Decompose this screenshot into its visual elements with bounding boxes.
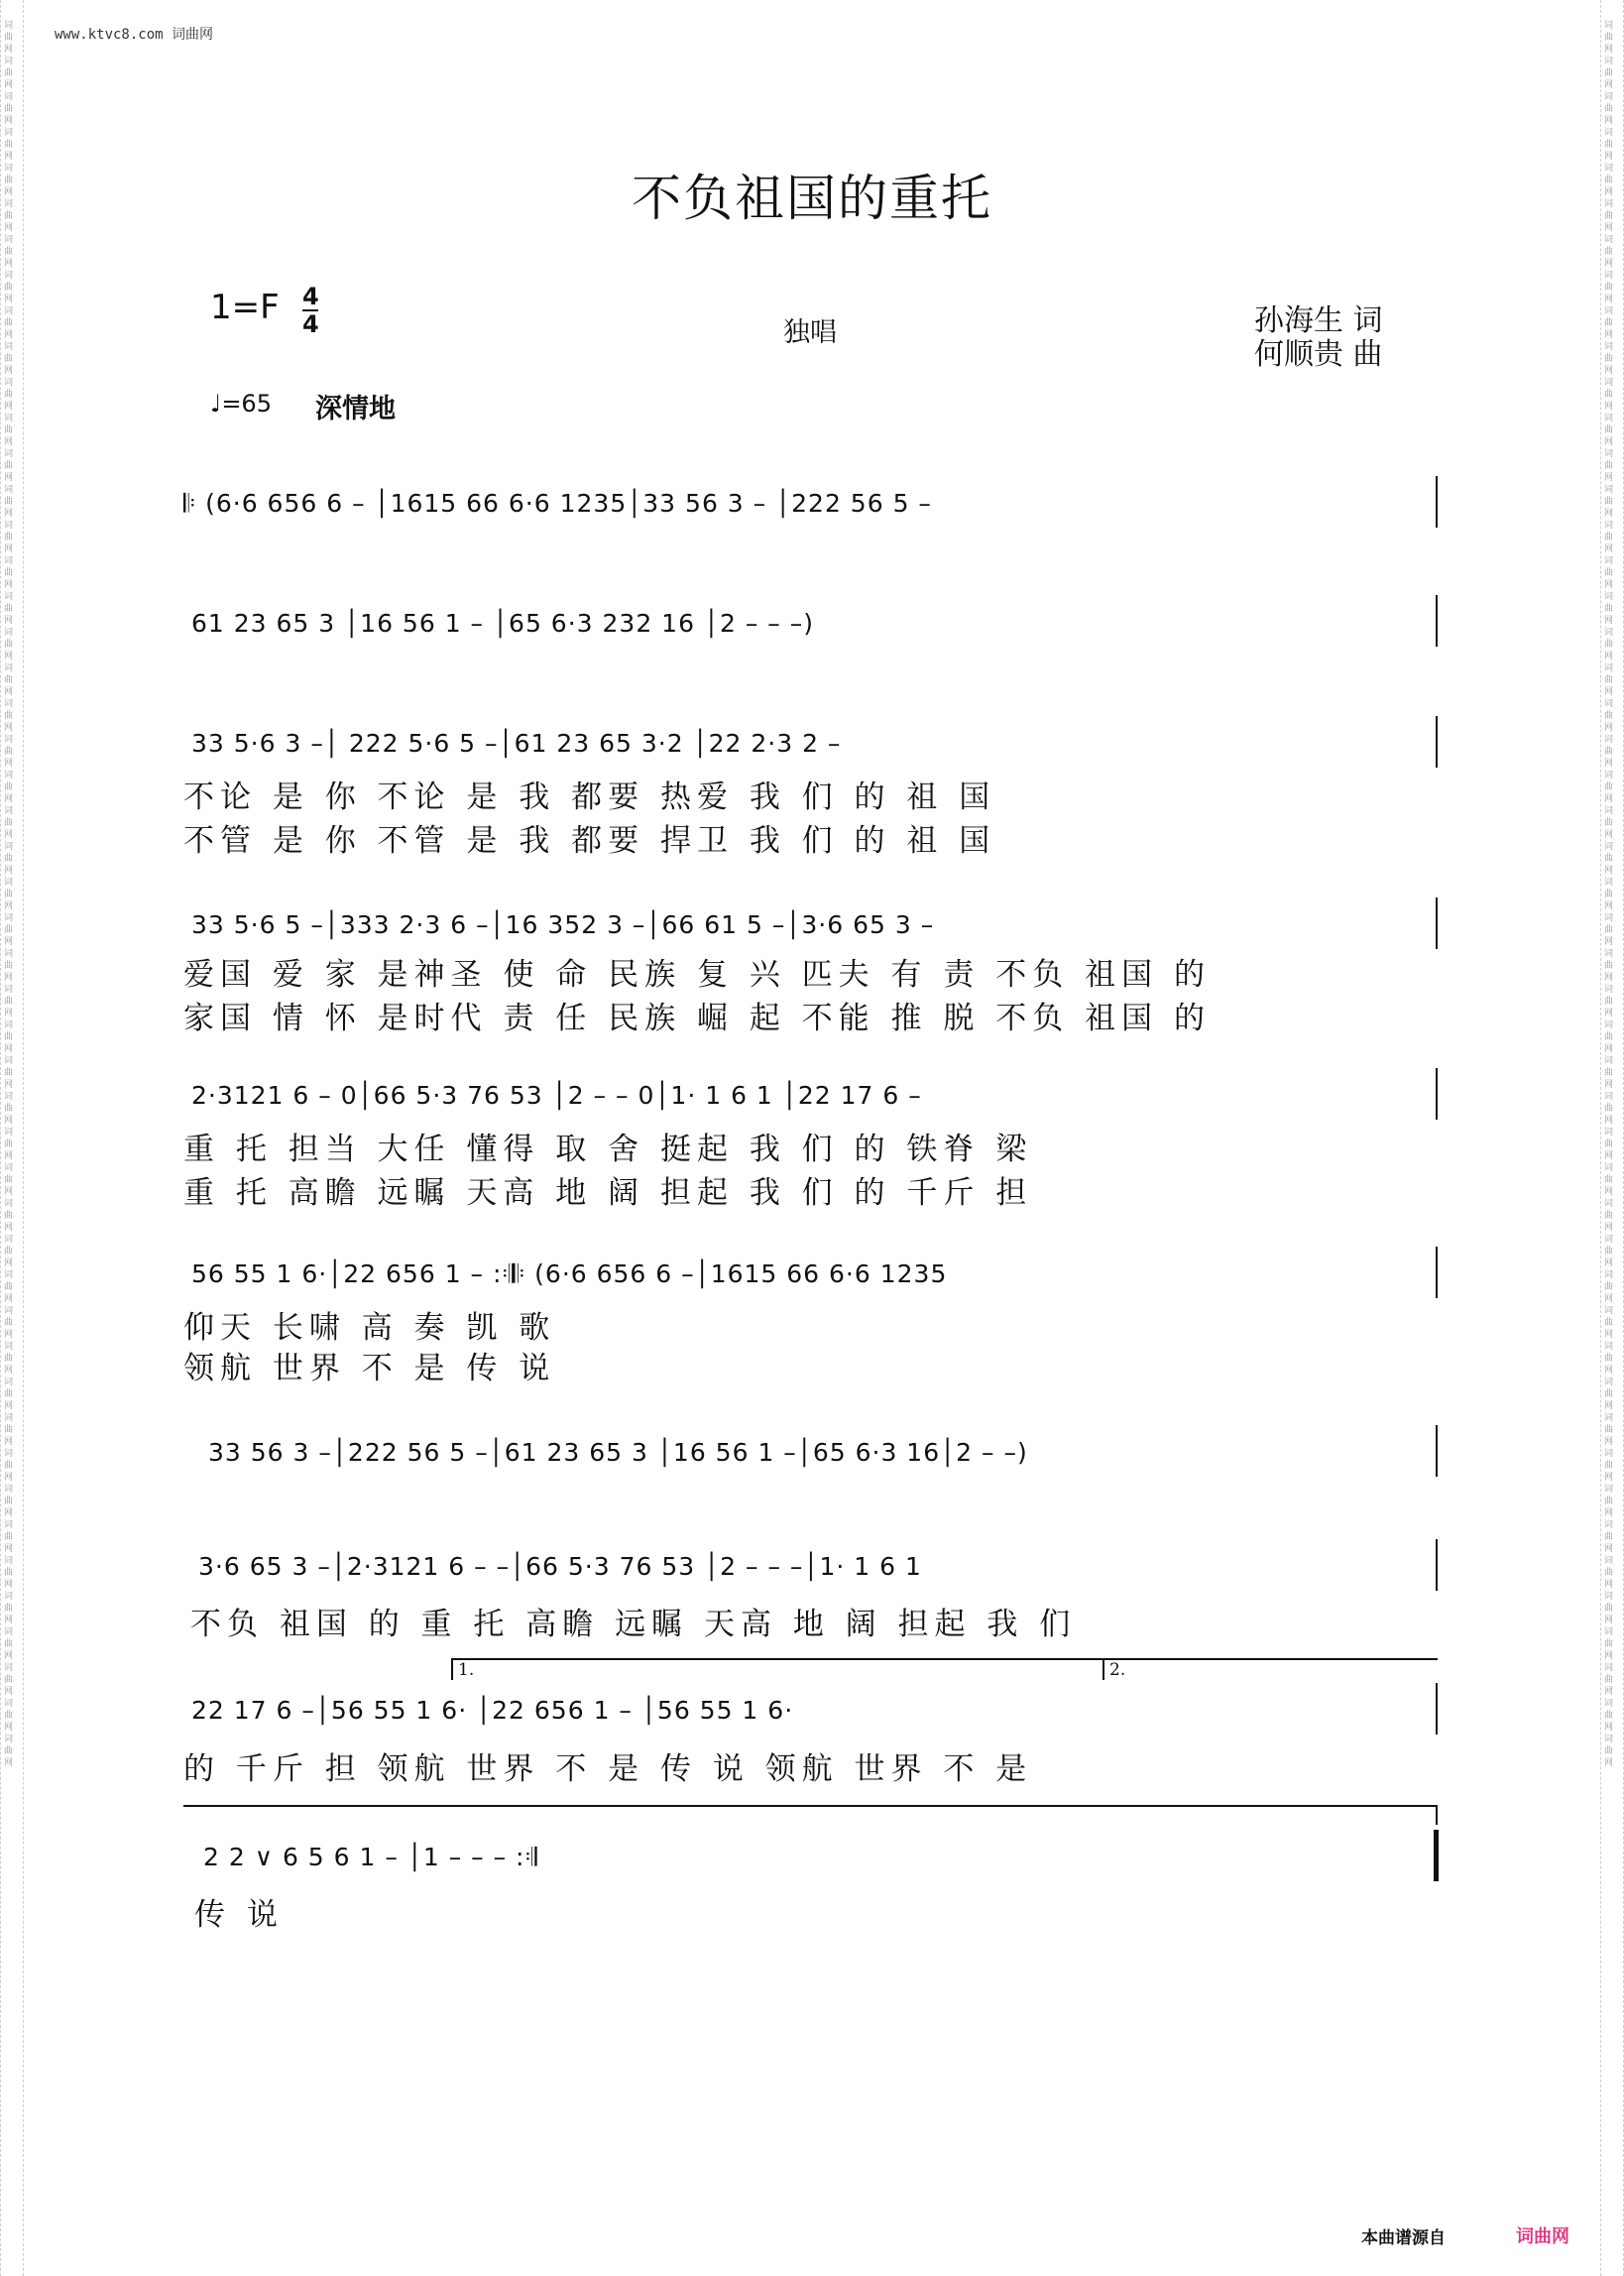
barline — [1436, 595, 1438, 647]
barline — [1436, 898, 1438, 949]
notation-line-2: 61 23 65 3 │16 56 1 – │65 6·3 232 16 │2 – – –) — [191, 609, 814, 638]
lyrics-line-4a: 爱国 爱 家 是神圣 使 命 民族 复 兴 匹夫 有 责 不负 祖国 的 — [183, 957, 1211, 993]
notation-line-9: 22 17 6 –│56 55 1 6· │22 656 1 – │56 55 1 6· — [191, 1696, 794, 1725]
barline — [1436, 1683, 1438, 1735]
lyrics-line-6b: 领航 世界 不 是 传 说 — [183, 1351, 556, 1386]
site-watermark[interactable]: www.ktvc8.com 词曲网 — [55, 27, 214, 43]
lyrics-line-4b: 家国 情 怀 是时代 责 任 民族 崛 起 不能 推 脱 不负 祖国 的 — [183, 1001, 1211, 1036]
time-sig-bottom: 4 — [302, 310, 319, 338]
volta-1-start — [451, 1658, 453, 1680]
expression-marking: 深情地 — [315, 394, 396, 424]
key-signature: 1=F — [210, 288, 280, 327]
volta-bracket — [451, 1658, 1438, 1660]
right-watermark-strip — [1600, 0, 1624, 2276]
final-barline — [1434, 1830, 1439, 1881]
barline — [1436, 476, 1438, 528]
barline — [1436, 1068, 1438, 1120]
lyrics-line-3b: 不管 是 你 不管 是 我 都要 捍卫 我 们 的 祖 国 — [183, 823, 996, 859]
right-watermark-text: 词曲网词曲网词曲网词曲网词曲网词曲网词曲网词曲网词曲网词曲网词曲网词曲网词曲网词曲网词曲网词曲网词曲网词曲网词曲网词曲网词曲网词曲网词曲网词曲网词曲网词曲网词曲网词曲网词曲网词曲网词曲网词曲网词曲网词曲网词曲网词曲网词曲网词曲网词曲网词曲网词曲网词曲网词曲网词曲网词曲网词曲网词曲网词曲网词曲网 — [1604, 21, 1614, 1768]
barline — [1436, 1247, 1438, 1298]
barline — [1436, 716, 1438, 768]
performance-type: 独唱 — [783, 317, 837, 348]
notation-line-6: 56 55 1 6·│22 656 1 – :𝄇𝄆 (6·6 656 6 –│1615 66 6·6 1235 — [191, 1259, 948, 1288]
barline — [1436, 1539, 1438, 1591]
notation-line-10: 2 2 ∨ 6 5 6 1 – │1 – – – :𝄇 — [203, 1843, 538, 1871]
time-signature — [302, 284, 319, 337]
notation-line-1: 𝄆 (6·6 656 6 – │1615 66 6·6 1235│33 56 3 – │222 56 5 – — [183, 489, 932, 518]
notation-line-3: 33 5·6 3 –│ 222 5·6 5 –│61 23 65 3·2 │22 2·3 2 – — [191, 729, 842, 758]
time-sig-top: 4 — [302, 283, 319, 310]
tempo-marking: ♩=65 — [210, 390, 272, 418]
footer-source-text: 本曲谱源自 — [1361, 2228, 1446, 2248]
volta-2-label: 2. — [1109, 1660, 1126, 1680]
footer-site-link[interactable]: 词曲网 — [1516, 2226, 1569, 2247]
ending-bracket-line — [183, 1805, 1438, 1807]
lyrics-line-5b: 重 托 高瞻 远瞩 天高 地 阔 担起 我 们 的 千斤 担 — [183, 1175, 1033, 1211]
barline — [1436, 1425, 1438, 1477]
lyrics-line-9: 的 千斤 担 领航 世界 不 是 传 说 领航 世界 不 是 — [183, 1751, 1033, 1787]
left-watermark-text: 词曲网词曲网词曲网词曲网词曲网词曲网词曲网词曲网词曲网词曲网词曲网词曲网词曲网词曲网词曲网词曲网词曲网词曲网词曲网词曲网词曲网词曲网词曲网词曲网词曲网词曲网词曲网词曲网词曲网词曲网词曲网词曲网词曲网词曲网词曲网词曲网词曲网词曲网词曲网词曲网词曲网词曲网词曲网词曲网词曲网词曲网词曲网词曲网词曲网 — [4, 21, 14, 1768]
ending-bracket-end — [1436, 1805, 1438, 1825]
lyrics-line-6a: 仰天 长啸 高 奏 凯 歌 — [183, 1310, 556, 1346]
lyrics-line-5a: 重 托 担当 大任 懂得 取 舍 挺起 我 们 的 铁脊 梁 — [183, 1132, 1033, 1167]
notation-line-8: 3·6 65 3 –│2·3121 6 – –│66 5·3 76 53 │2 – – –│1· 1 6 1 — [198, 1552, 922, 1581]
left-watermark-strip — [0, 0, 24, 2276]
volta-1-label: 1. — [458, 1660, 475, 1680]
composer-credit: 何顺贵 曲 — [1254, 337, 1383, 372]
notation-line-5: 2·3121 6 – 0│66 5·3 76 53 │2 – – 0│1· 1 6 1 │22 17 6 – — [191, 1081, 922, 1110]
lyrics-line-10: 传 说 — [194, 1897, 284, 1933]
song-title: 不负祖国的重托 — [632, 170, 992, 227]
lyricist-credit: 孙海生 词 — [1254, 303, 1383, 338]
notation-line-7: 33 56 3 –│222 56 5 –│61 23 65 3 │16 56 1 –│65 6·3 16│2 – –) — [208, 1438, 1028, 1467]
lyrics-line-8: 不负 祖国 的 重 托 高瞻 远瞩 天高 地 阔 担起 我 们 — [190, 1607, 1077, 1642]
notation-line-4: 33 5·6 5 –│333 2·3 6 –│16 352 3 –│66 61 5 –│3·6 65 3 – — [191, 910, 935, 939]
volta-2-start — [1102, 1658, 1104, 1680]
lyrics-line-3a: 不论 是 你 不论 是 我 都要 热爱 我 们 的 祖 国 — [183, 779, 996, 815]
